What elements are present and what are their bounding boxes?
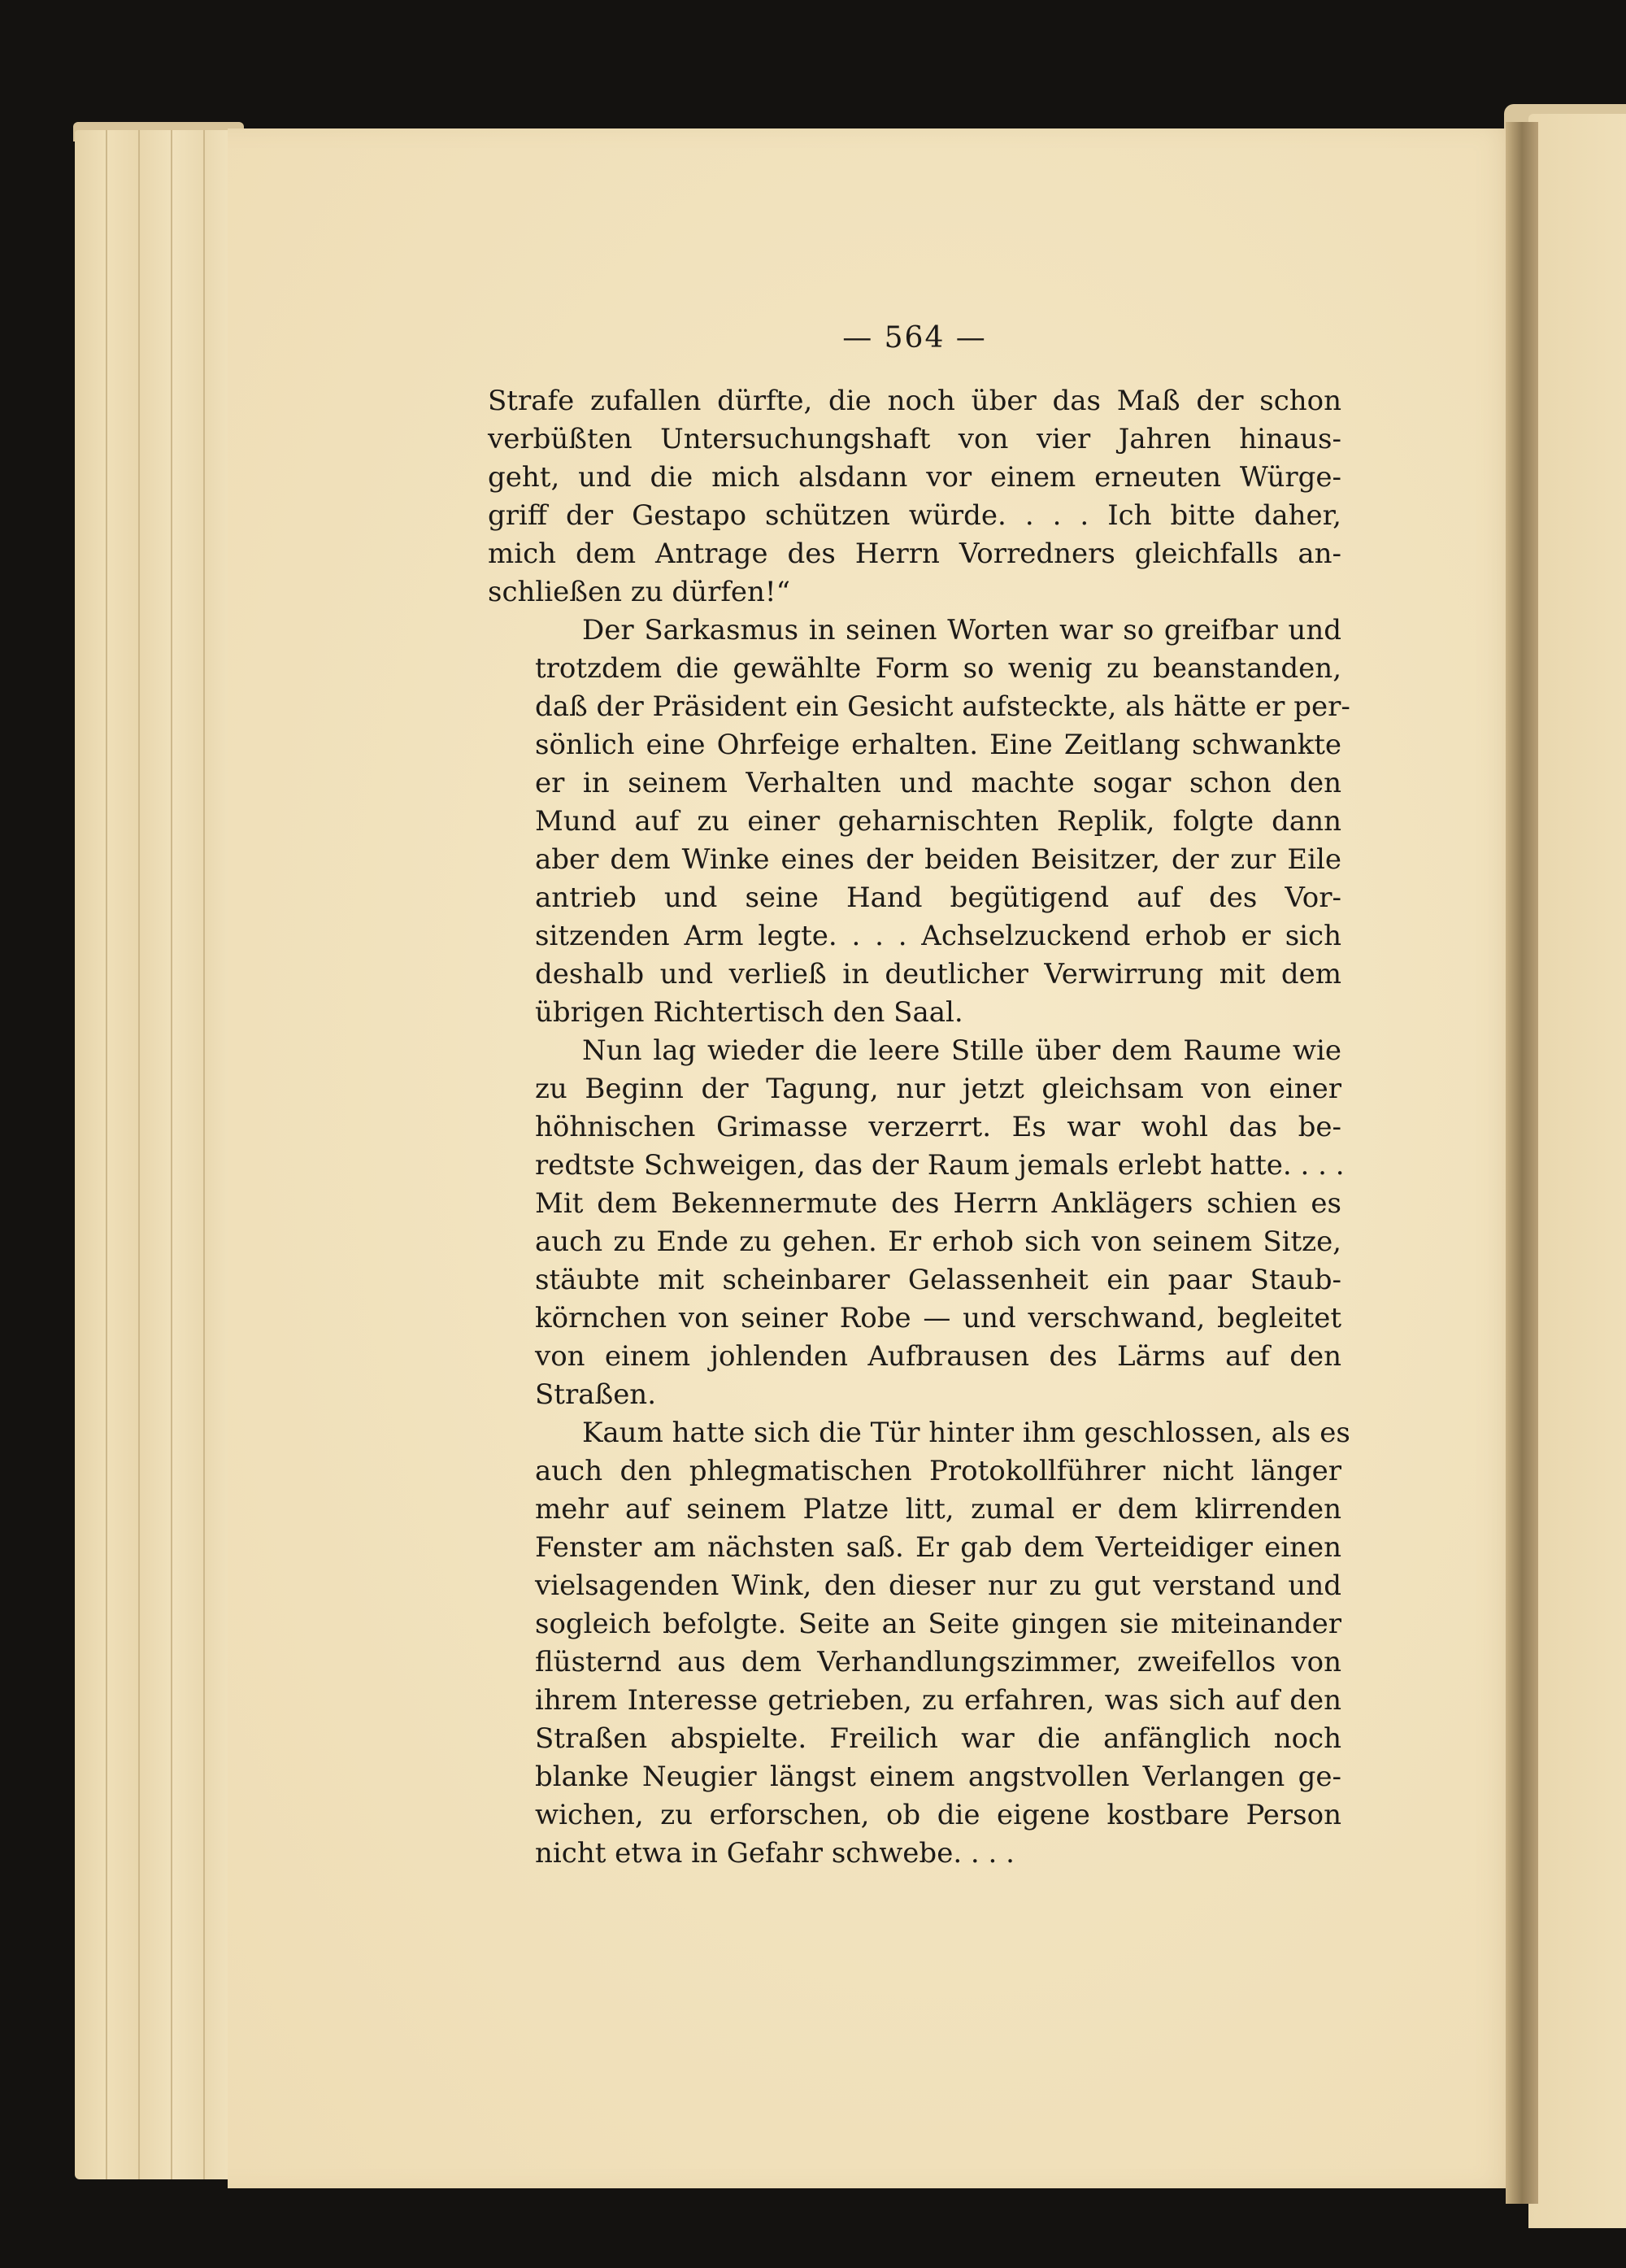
text-line: er in seinem Verhalten und machte sogar schon den (535, 767, 1341, 799)
text-line: ihrem Interesse getrieben, zu erfahren, was sich auf den (535, 1684, 1341, 1717)
text-line: aber dem Winke eines der beiden Beisitzer, der zur Eile (535, 843, 1341, 876)
page-edge-line (106, 130, 107, 2179)
text-line: geht, und die mich alsdann vor einem erneuten Würge- (488, 461, 1341, 494)
text-line: antrieb und seine Hand begütigend auf des Vor- (535, 882, 1341, 914)
text-line: daß der Präsident ein Gesicht aufsteckte, als hätte er per- (535, 690, 1350, 723)
text-line: trotzdem die gewählte Form so wenig zu beanstanden, (535, 652, 1341, 685)
text-line: mehr auf seinem Platze litt, zumal er dem klirrenden (535, 1493, 1341, 1526)
page-stack-edges (75, 130, 237, 2179)
text-line: griff der Gestapo schützen würde. . . . Ich bitte daher, (488, 499, 1341, 532)
text-line: schließen zu dürfen!“ (488, 576, 790, 608)
text-line: auch zu Ende zu gehen. Er erhob sich von seinem Sitze, (535, 1225, 1341, 1258)
text-line: zu Beginn der Tagung, nur jetzt gleichsam von einer (535, 1073, 1341, 1105)
paragraph (488, 382, 1341, 612)
text-line: Mund auf zu einer geharnischten Replik, folgte dann (535, 805, 1341, 838)
paragraph (488, 612, 1350, 1032)
text-line: verbüßten Untersuchungshaft von vier Jahren hinaus- (488, 423, 1341, 455)
text-line: wichen, zu erforschen, ob die eigene kostbare Person (535, 1799, 1341, 1831)
text-line: redtste Schweigen, das der Raum jemals erlebt hatte. . . . (535, 1149, 1345, 1182)
paragraph (488, 1032, 1345, 1414)
page-number: — 564 — (842, 321, 987, 355)
text-line: deshalb und verließ in deutlicher Verwirrung mit dem (535, 958, 1341, 990)
text-line: Straßen. (535, 1378, 657, 1411)
text-line: sogleich befolgte. Seite an Seite gingen sie miteinander (535, 1608, 1341, 1640)
text-line: höhnischen Grimasse verzerrt. Es war wohl das be- (535, 1111, 1341, 1143)
text-line: blanke Neugier längst einem angstvollen Verlangen ge- (535, 1761, 1341, 1793)
text-line: Der Sarkasmus in seinen Worten war so greifbar und (582, 614, 1341, 646)
text-line: Mit dem Bekennermute des Herrn Anklägers schien es (535, 1187, 1341, 1220)
next-page-edge (1528, 114, 1626, 2228)
text-line: auch den phlegmatischen Protokollführer nicht länger (535, 1455, 1341, 1487)
text-line: Kaum hatte sich die Tür hinter ihm geschlossen, als es (582, 1417, 1350, 1449)
text-line: sitzenden Arm legte. . . . Achselzuckend erhob er sich (535, 920, 1341, 952)
paragraph (488, 1414, 1350, 1873)
text-line: Strafe zufallen dürfte, die noch über das Maß der schon (488, 385, 1341, 417)
page-edge-line (171, 130, 172, 2179)
text-line: Straßen abspielte. Freilich war die anfänglich noch (535, 1722, 1341, 1755)
text-line: übrigen Richtertisch den Saal. (535, 996, 963, 1029)
book-gutter (1506, 122, 1538, 2204)
text-line: mich dem Antrage des Herrn Vorredners gleichfalls an- (488, 538, 1341, 570)
body-text (488, 382, 1350, 1873)
text-line: Nun lag wieder die leere Stille über dem Raume wie (582, 1034, 1341, 1067)
text-line: Fenster am nächsten saß. Er gab dem Verteidiger einen (535, 1531, 1341, 1564)
text-line: nicht etwa in Gefahr schwebe. . . . (535, 1837, 1015, 1870)
page-edge-line (138, 130, 140, 2179)
text-line: flüsternd aus dem Verhandlungszimmer, zweifellos von (535, 1646, 1341, 1678)
text-line: stäubte mit scheinbarer Gelassenheit ein paar Staub- (535, 1264, 1341, 1296)
text-line: sönlich eine Ohrfeige erhalten. Eine Zeitlang schwankte (535, 729, 1341, 761)
text-line: körnchen von seiner Robe — und verschwand, begleitet (535, 1302, 1341, 1334)
text-line: vielsagenden Wink, den dieser nur zu gut verstand und (535, 1569, 1341, 1602)
text-line: von einem johlenden Aufbrausen des Lärms auf den (535, 1340, 1341, 1373)
page-edge-line (203, 130, 205, 2179)
